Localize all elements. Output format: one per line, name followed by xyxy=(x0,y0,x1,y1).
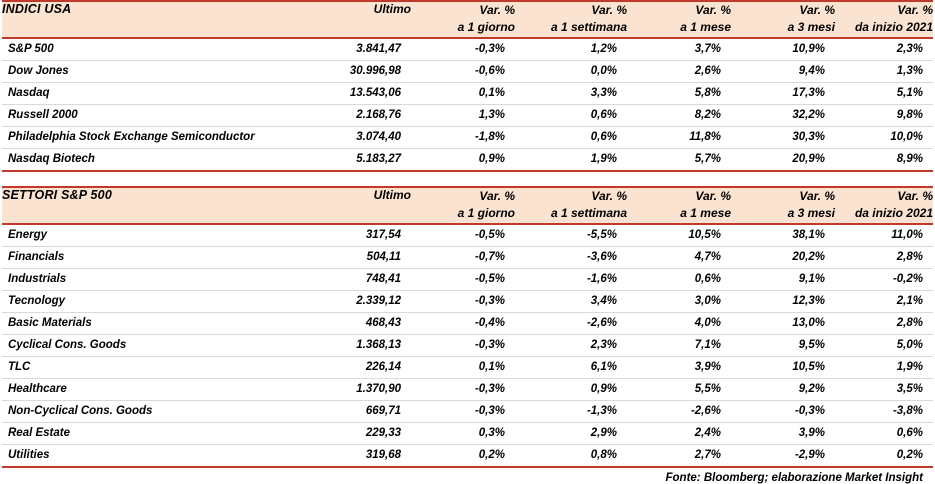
cell-var-1-giorno: -1,8% xyxy=(411,126,515,148)
cell-ultimo: 2.168,76 xyxy=(307,104,411,126)
row-label: Nasdaq Biotech xyxy=(8,153,95,166)
cell-var-3-mesi: 12,3% xyxy=(731,290,835,312)
cell-var-3-mesi: 10,5% xyxy=(731,356,835,378)
cell-var-3-mesi: 10,9% xyxy=(731,38,835,61)
cell-var-1-settimana: 6,1% xyxy=(515,356,627,378)
cell-var-1-mese: 5,7% xyxy=(694,153,721,166)
table-row xyxy=(2,82,933,104)
table-row xyxy=(2,444,933,466)
cell-var-3-mesi: 3,9% xyxy=(731,422,835,444)
cell-ultimo: 468,43 xyxy=(307,312,411,334)
table-row xyxy=(2,104,933,126)
cell-var-1-settimana: 0,8% xyxy=(590,449,617,462)
cell-var-1-mese: 2,7% xyxy=(694,449,721,462)
row-label: Financials xyxy=(2,246,307,268)
cell-var-1-settimana: 0,9% xyxy=(515,378,627,400)
row-label: TLC xyxy=(2,356,307,378)
cell-var-1-giorno: -0,3% xyxy=(411,290,515,312)
row-label: Tecnology xyxy=(2,290,307,312)
cell-var-1-mese: 3,7% xyxy=(627,38,731,61)
row-label: Industrials xyxy=(2,268,307,290)
settori-sp500-table xyxy=(2,186,933,466)
row-label: Energy xyxy=(2,224,307,247)
col-header-line2: a 1 giorno xyxy=(457,20,515,35)
cell-var-1-settimana: 2,3% xyxy=(515,334,627,356)
cell-var-inizio-anno: 0,2% xyxy=(896,449,923,462)
table-row xyxy=(2,126,933,148)
cell-var-3-mesi: 17,3% xyxy=(731,82,835,104)
cell-var-inizio-anno: 1,3% xyxy=(835,60,933,82)
cell-var-1-giorno: -0,3% xyxy=(411,334,515,356)
col-header-line1: Var. % xyxy=(695,3,731,17)
cell-var-3-mesi: 32,2% xyxy=(731,104,835,126)
table-row xyxy=(2,422,933,444)
cell-var-inizio-anno: 9,8% xyxy=(835,104,933,126)
col-header-var-3-mesi xyxy=(731,1,835,38)
col-header-ultimo: Ultimo xyxy=(307,1,411,38)
table-row xyxy=(2,246,933,268)
cell-var-1-settimana: 2,9% xyxy=(515,422,627,444)
col-header-line2: a 1 mese xyxy=(680,206,731,221)
cell-var-1-mese: 0,6% xyxy=(627,268,731,290)
settori-sp500-header-row xyxy=(2,187,933,224)
cell-var-inizio-anno: 3,5% xyxy=(835,378,933,400)
cell-var-inizio-anno: 11,0% xyxy=(835,224,933,247)
table-row xyxy=(2,38,933,61)
col-header-line1: Var. % xyxy=(799,3,835,17)
col-header-line1: Var. % xyxy=(591,3,627,17)
cell-var-1-mese: 3,9% xyxy=(627,356,731,378)
cell-var-1-settimana: 0,6% xyxy=(515,104,627,126)
cell-ultimo: 30.996,98 xyxy=(307,60,411,82)
cell-var-3-mesi: 9,4% xyxy=(731,60,835,82)
cell-var-inizio-anno: 2,8% xyxy=(835,246,933,268)
indici-usa-header-row xyxy=(2,1,933,38)
col-header-line2: da inizio 2021 xyxy=(854,20,933,35)
col-header-var-inizio-anno xyxy=(835,1,933,38)
cell-var-inizio-anno: -3,8% xyxy=(835,400,933,422)
cell-ultimo: 5.183,27 xyxy=(356,153,401,166)
cell-var-3-mesi: -0,3% xyxy=(731,400,835,422)
row-label: Nasdaq xyxy=(2,82,307,104)
cell-var-3-mesi: 20,2% xyxy=(731,246,835,268)
cell-ultimo: 2.339,12 xyxy=(307,290,411,312)
cell-var-1-settimana: -3,6% xyxy=(515,246,627,268)
cell-var-inizio-anno: 5,0% xyxy=(835,334,933,356)
col-header-var-1-settimana xyxy=(515,1,627,38)
col-header-var-1-giorno xyxy=(411,1,515,38)
col-header-line1: Var. % xyxy=(695,188,731,203)
cell-ultimo: 317,54 xyxy=(307,224,411,247)
table-row xyxy=(2,224,933,247)
cell-var-3-mesi: 38,1% xyxy=(731,224,835,247)
cell-var-3-mesi: 30,3% xyxy=(731,126,835,148)
row-label: Healthcare xyxy=(2,378,307,400)
col-header-line2: a 1 settimana xyxy=(550,20,627,35)
settori-sp500-title: SETTORI S&P 500 xyxy=(2,187,307,224)
cell-var-1-settimana: 3,3% xyxy=(515,82,627,104)
cell-var-3-mesi: 20,9% xyxy=(792,153,825,166)
cell-var-inizio-anno: 8,9% xyxy=(896,153,923,166)
col-header-line1: Var. % xyxy=(479,188,515,203)
col-header-line2: a 3 mesi xyxy=(787,20,835,35)
cell-var-inizio-anno: 2,1% xyxy=(835,290,933,312)
cell-var-1-giorno: -0,3% xyxy=(411,400,515,422)
col-header-line1: Var. % xyxy=(897,3,933,17)
col-header-line1: Var. % xyxy=(799,188,835,203)
row-label: Basic Materials xyxy=(2,312,307,334)
col-header-var-1-mese xyxy=(627,1,731,38)
cell-var-1-settimana: 1,9% xyxy=(590,153,617,166)
row-label: Russell 2000 xyxy=(2,104,307,126)
cell-var-1-giorno: 0,1% xyxy=(411,356,515,378)
cell-ultimo: 3.841,47 xyxy=(307,38,411,61)
cell-var-1-giorno: 0,3% xyxy=(411,422,515,444)
cell-var-1-giorno: 0,9% xyxy=(478,153,505,166)
col-header-line2: a 1 settimana xyxy=(550,206,627,221)
cell-var-1-giorno: -0,5% xyxy=(411,268,515,290)
row-label: Real Estate xyxy=(2,422,307,444)
cell-var-1-mese: 11,8% xyxy=(627,126,731,148)
col-header-line2: a 1 giorno xyxy=(457,206,515,221)
row-label: Utilities xyxy=(8,449,50,462)
table-row xyxy=(2,400,933,422)
cell-var-1-mese: 10,5% xyxy=(627,224,731,247)
cell-var-1-settimana: -5,5% xyxy=(515,224,627,247)
row-label: Non-Cyclical Cons. Goods xyxy=(2,400,307,422)
cell-var-1-giorno: 0,1% xyxy=(411,82,515,104)
cell-var-1-giorno: -0,3% xyxy=(411,378,515,400)
table-row xyxy=(2,148,933,170)
table-row xyxy=(2,312,933,334)
col-header-var-1-mese xyxy=(627,187,731,224)
cell-ultimo: 748,41 xyxy=(307,268,411,290)
col-header-line1: Var. % xyxy=(897,188,933,203)
cell-var-3-mesi: 9,2% xyxy=(731,378,835,400)
cell-var-1-giorno: 1,3% xyxy=(411,104,515,126)
cell-var-1-settimana: 0,0% xyxy=(515,60,627,82)
row-label: Philadelphia Stock Exchange Semiconductor xyxy=(2,126,307,148)
block-gap xyxy=(2,172,933,186)
cell-var-inizio-anno: 10,0% xyxy=(835,126,933,148)
row-label: Dow Jones xyxy=(2,60,307,82)
cell-var-1-mese: 7,1% xyxy=(627,334,731,356)
cell-var-1-mese: 4,0% xyxy=(627,312,731,334)
table-row xyxy=(2,268,933,290)
cell-ultimo: 13.543,06 xyxy=(307,82,411,104)
cell-ultimo: 669,71 xyxy=(307,400,411,422)
cell-var-1-settimana: -2,6% xyxy=(515,312,627,334)
cell-var-inizio-anno: 1,9% xyxy=(835,356,933,378)
col-header-line2: a 3 mesi xyxy=(787,206,835,221)
source-note: Fonte: Bloomberg; elaborazione Market Insight xyxy=(665,471,923,484)
table-row xyxy=(2,378,933,400)
col-header-var-1-giorno xyxy=(411,187,515,224)
cell-var-1-settimana: 0,6% xyxy=(515,126,627,148)
cell-var-3-mesi: -2,9% xyxy=(794,449,825,462)
cell-var-1-mese: 3,0% xyxy=(627,290,731,312)
cell-ultimo: 3.074,40 xyxy=(307,126,411,148)
col-header-ultimo: Ultimo xyxy=(307,187,411,224)
cell-var-3-mesi: 9,1% xyxy=(731,268,835,290)
cell-var-1-mese: -2,6% xyxy=(627,400,731,422)
row-label: Cyclical Cons. Goods xyxy=(2,334,307,356)
indici-usa-table xyxy=(2,0,933,170)
cell-var-1-settimana: 3,4% xyxy=(515,290,627,312)
cell-var-1-mese: 5,5% xyxy=(627,378,731,400)
cell-var-1-giorno: -0,6% xyxy=(411,60,515,82)
col-header-line2: da inizio 2021 xyxy=(854,206,933,221)
col-header-var-1-settimana xyxy=(515,187,627,224)
table-row xyxy=(2,60,933,82)
cell-var-1-mese: 8,2% xyxy=(627,104,731,126)
table-row xyxy=(2,334,933,356)
col-header-line2: a 1 mese xyxy=(680,20,731,35)
cell-ultimo: 226,14 xyxy=(307,356,411,378)
cell-var-1-settimana: 1,2% xyxy=(515,38,627,61)
cell-var-1-mese: 4,7% xyxy=(627,246,731,268)
col-header-var-3-mesi xyxy=(731,187,835,224)
row-label: S&P 500 xyxy=(2,38,307,61)
cell-ultimo: 1.370,90 xyxy=(307,378,411,400)
cell-var-1-giorno: -0,5% xyxy=(411,224,515,247)
cell-var-1-giorno: -0,7% xyxy=(411,246,515,268)
cell-var-inizio-anno: 0,6% xyxy=(835,422,933,444)
table-row xyxy=(2,356,933,378)
cell-var-1-settimana: -1,3% xyxy=(515,400,627,422)
col-header-var-inizio-anno xyxy=(835,187,933,224)
col-header-line1: Var. % xyxy=(479,3,515,17)
table-row xyxy=(2,290,933,312)
cell-ultimo: 229,33 xyxy=(307,422,411,444)
cell-var-inizio-anno: 2,8% xyxy=(835,312,933,334)
cell-var-1-giorno: -0,4% xyxy=(411,312,515,334)
cell-var-1-settimana: -1,6% xyxy=(515,268,627,290)
cell-ultimo: 319,68 xyxy=(365,449,401,462)
cell-var-1-mese: 2,4% xyxy=(627,422,731,444)
cell-var-inizio-anno: -0,2% xyxy=(835,268,933,290)
cell-var-1-mese: 5,8% xyxy=(627,82,731,104)
cell-ultimo: 1.368,13 xyxy=(307,334,411,356)
cell-var-3-mesi: 13,0% xyxy=(731,312,835,334)
cell-var-3-mesi: 9,5% xyxy=(731,334,835,356)
cell-var-1-giorno: -0,3% xyxy=(411,38,515,61)
cell-var-inizio-anno: 5,1% xyxy=(835,82,933,104)
indici-usa-title: INDICI USA xyxy=(2,1,307,38)
cell-var-1-mese: 2,6% xyxy=(627,60,731,82)
cell-var-1-giorno: 0,2% xyxy=(478,449,505,462)
cell-ultimo: 504,11 xyxy=(307,246,411,268)
col-header-line1: Var. % xyxy=(591,188,627,203)
cell-var-inizio-anno: 2,3% xyxy=(835,38,933,61)
